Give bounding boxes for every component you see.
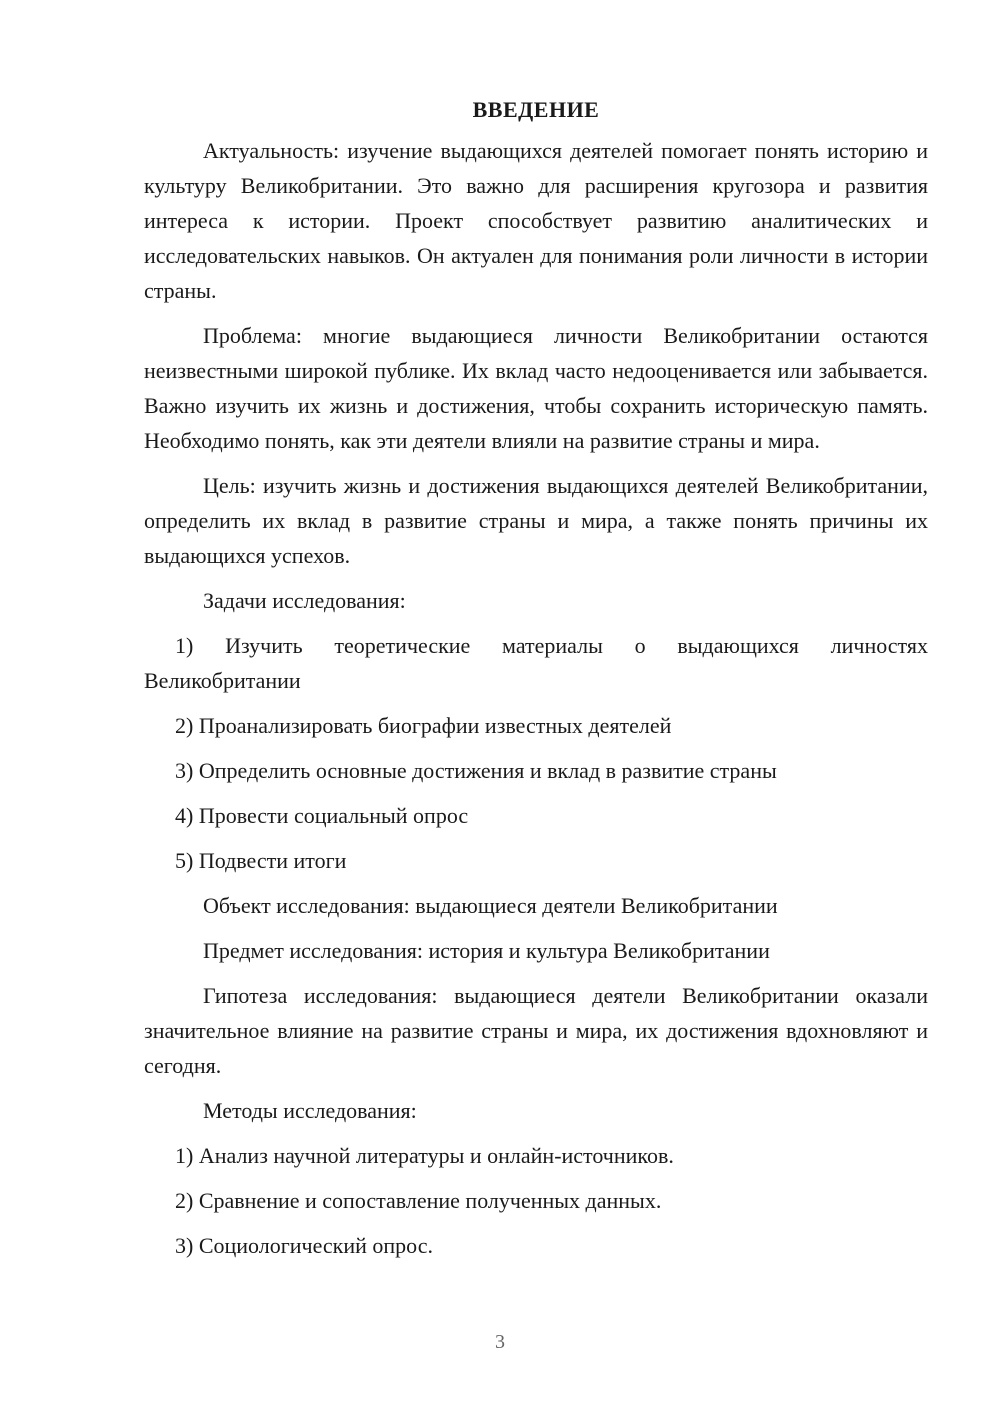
paragraph-problem: Проблема: многие выдающиеся личности Великобритании остаются неизвестными широкой публике. Их вклад часто недооценивается или забывается. Важно изучить их жизнь и достижения, чтобы сохранить историческую память. Необходимо понять, как эти деятели влияли на развитие страны и мира.: [144, 323, 928, 453]
list-item-task-5: 5) Подвести итоги: [175, 848, 347, 873]
document-page: [144, 92, 928, 1273]
list-item-task-4: 4) Провести социальный опрос: [175, 803, 469, 828]
list-item-method-2: 2) Сравнение и сопоставление полученных данных.: [175, 1188, 662, 1213]
paragraph-tasks-heading: Задачи исследования:: [203, 588, 406, 613]
page-number: 3: [495, 1331, 505, 1353]
document-title: ВВЕДЕНИЕ: [472, 97, 600, 122]
list-item-method-1: 1) Анализ научной литературы и онлайн-источников.: [175, 1143, 674, 1168]
paragraph-methods-heading: Методы исследования:: [203, 1098, 417, 1123]
list-item-task-1: 1) Изучить теоретические материалы о выдающихся личностях Великобритании: [144, 633, 928, 693]
list-item-method-3: 3) Социологический опрос.: [175, 1233, 433, 1258]
paragraph-goal: Цель: изучить жизнь и достижения выдающихся деятелей Великобритании, определить их вклад в развитие страны и мира, а также понять причины их выдающихся успехов.: [144, 473, 928, 568]
paragraph-object: Объект исследования: выдающиеся деятели Великобритании: [203, 893, 778, 918]
paragraph-subject: Предмет исследования: история и культура Великобритании: [203, 938, 770, 963]
list-item-task-2: 2) Проанализировать биографии известных деятелей: [175, 713, 672, 738]
paragraph-relevance: Актуальность: изучение выдающихся деятелей помогает понять историю и культуру Великобритании. Это важно для расширения кругозора и развития интереса к истории. Проект способствует развитию аналитических и исследовательских навыков. Он актуален для понимания роли личности в истории страны.: [144, 138, 928, 303]
paragraph-hypothesis: Гипотеза исследования: выдающиеся деятели Великобритании оказали значительное влияние на развитие страны и мира, их достижения вдохновляют и сегодня.: [144, 983, 928, 1078]
list-item-task-3: 3) Определить основные достижения и вклад в развитие страны: [175, 758, 777, 783]
